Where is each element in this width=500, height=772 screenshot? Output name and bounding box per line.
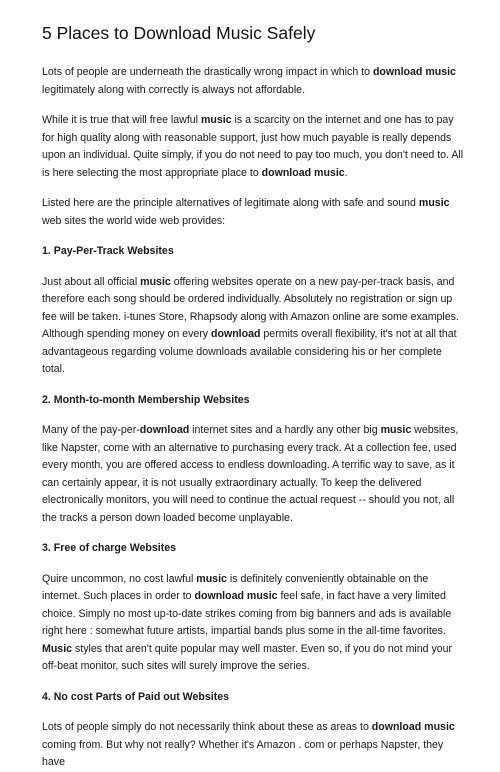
bold-keyword: music <box>418 197 450 209</box>
bold-keyword: download music <box>372 66 456 78</box>
bold-keyword: music <box>196 572 227 585</box>
text-run: Many of the pay-per- <box>42 424 140 436</box>
text-run: is a scarcity on the internet and one has to pay for high quality along with reasonable support, just how much payable is really depends upon an individual. Quite simply, if you do not need to pay too much, you don't need to. All is here selecting the most appropriate place to <box>42 114 464 179</box>
text-run: Listed here are the principle alternatives of legitimate along with safe and sound <box>42 197 419 209</box>
bold-keyword: download <box>139 424 190 436</box>
text-run: styles that aren't quite popular may well master. Even so, if you do not mind your off-beat monitor, such sites will surely improve the series. <box>42 642 453 672</box>
section-heading: 2. Month-to-month Membership Websites <box>42 393 250 406</box>
paragraph <box>42 112 464 182</box>
text-run: Quire uncommon, no cost lawful <box>42 572 197 585</box>
paragraph <box>42 571 464 676</box>
section-heading: 1. Pay-Per-Track Websites <box>42 245 174 257</box>
text-run: permits overall flexibility, it's not at all that advantageous regarding volume downloads available considering his or her complete total. <box>42 328 457 375</box>
bold-keyword: download music <box>194 590 278 602</box>
text-run: While it is true that will free lawful <box>42 114 201 126</box>
text-run: is definitely conveniently obtainable on the internet. Such places in order to <box>42 572 429 602</box>
document-title: 5 Places to Download Music Safely <box>42 23 316 43</box>
paragraph <box>42 274 464 379</box>
text-run: offering websites operate on a new pay-per-track basis, and therefore each song should be ordered individually. Absolutely no registration or sign up fee will be taken. i-tunes Store, Rhapsody along with Amazon online are some examples. Although spending money on every <box>42 275 459 340</box>
text-run: websites, like Napster, come with an alternative to purchasing every track. At a collection fee, used every month, you are offered access to endless downloading. A terrific way to save, as it can certainly appear, it is not usually extraordinary actually. To keep the delivered electronically monitors, you will need to continue the actual request -- should you not, all the tracks a person down loaded become unplayable. <box>42 424 459 524</box>
text-run: legitimately along with correctly is always not affordable. <box>42 83 306 96</box>
bold-keyword: music <box>380 424 412 436</box>
bold-keyword: Music <box>42 642 73 655</box>
text-run: Just about all official <box>42 275 141 288</box>
paragraph <box>42 719 464 772</box>
bold-keyword: download music <box>261 166 345 179</box>
paragraph <box>42 422 464 527</box>
text-run: web sites the world wide web provides: <box>42 214 226 227</box>
text-run: feel safe, in fact have a very limited choice. Simply no most up-to-date strikes coming from big banners and ads is available right here : somewhat future artists, impartial bands plus some in the all-time favorites. <box>42 590 452 637</box>
text-run: coming from. But why not really? Whether it's Amazon . com or perhaps Napster, they have <box>42 738 444 768</box>
paragraph <box>42 64 464 99</box>
text-run: Lots of people are underneath the drastically wrong impact in which to <box>42 66 373 78</box>
text-run: . <box>344 166 348 179</box>
bold-keyword: download music <box>371 721 455 733</box>
paragraph <box>42 195 464 230</box>
section-heading: 3. Free of charge Websites <box>42 542 177 554</box>
bold-keyword: download <box>211 328 261 340</box>
text-run: internet sites and a hardly any other big <box>189 424 381 436</box>
section-heading: 4. No cost Parts of Paid out Websites <box>42 690 229 703</box>
text-run: Lots of people simply do not necessarily think about these as areas to <box>42 721 372 733</box>
bold-keyword: music <box>200 114 232 126</box>
document-body <box>42 64 464 772</box>
bold-keyword: music <box>140 275 171 288</box>
